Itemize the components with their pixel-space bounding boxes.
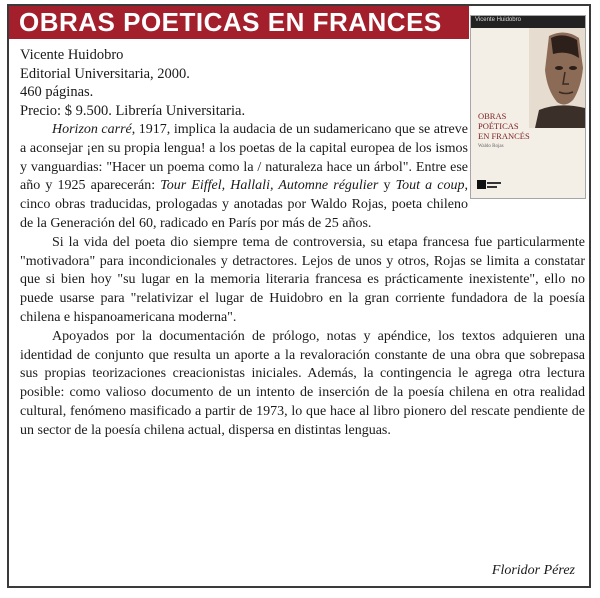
review-box bbox=[7, 4, 591, 588]
book-publisher: Editorial Universitaria, 2000. bbox=[20, 65, 190, 82]
paragraph-text: y bbox=[378, 178, 396, 194]
paragraph-text: , 1917, implica la audacia de un sudamericano que se atreve a aconsejar ¡en su propia lengua! a los poetas de la capital europea de los ismos y vanguardias: "Hacer un poema como la / naturaleza hace un árbol". Entre ese año y 1925 aparecerán: bbox=[20, 122, 468, 194]
title-bar bbox=[9, 6, 469, 39]
paragraph-text: , cinco obras traducidas, prologadas y anotadas por Waldo Rojas, poeta chileno de la Generación del 60, radicado en París por más de 25 años. bbox=[20, 178, 469, 231]
book-author: Vicente Huidobro bbox=[20, 47, 124, 63]
italic-title: Tout a coup bbox=[395, 178, 465, 194]
cover-top-strip bbox=[471, 16, 585, 28]
paragraph: Si la vida del poeta dio siempre tema de controversia, su etapa francesa fue particularmente "motivadora" para incondicionales y detractores. Lejos de unos y otros, Rojas se limita a constatar que si bien hoy "su lugar en la memoria literaria francesa es prácticamente inexistente", ello no puede usarse para "relativizar el lugar de Huidobro en la gran corriente fundadora de la poesía chilena e hispanoamericana moderna". bbox=[20, 234, 585, 325]
cover-title: OBRAS POÉTICAS EN FRANCÉS bbox=[478, 111, 530, 141]
cover-subtitle: Waldo Rojas bbox=[478, 144, 504, 149]
review-body bbox=[20, 121, 585, 441]
paragraph: Apoyados por la documentación de prólogo, notas y apéndice, los textos adquieren una identidad de conjunto que resulta un aporte a la revaloración constante de una obra que sobrepasa sus propias teorizaciones creacionistas iniciales. Además, la contingencia le agrega otra lectura posible: como valioso documento de un intento de inserción de la poesía chilena en otra realidad cultural, fenómeno masificado a partir de 1973, lo que hace al libro pionero del rescate pendiente de un sector de la poesía chilena actual, dispersa en distintas lenguas. bbox=[20, 328, 585, 438]
book-pages: 460 páginas. bbox=[20, 84, 94, 100]
cover-author: Vicente Huidobro bbox=[475, 17, 521, 23]
book-price: Precio: $ 9.500. Librería Universitaria. bbox=[20, 102, 246, 119]
book-details bbox=[20, 46, 245, 120]
italic-title: Horizon carré bbox=[52, 122, 132, 137]
paragraph bbox=[20, 121, 468, 234]
italic-title: Tour Eiffel, Hallali, Automne régulier bbox=[160, 178, 379, 194]
reviewer-signature: Floridor Pérez bbox=[491, 563, 575, 578]
review-title: OBRAS POETICAS EN FRANCES bbox=[19, 7, 442, 37]
